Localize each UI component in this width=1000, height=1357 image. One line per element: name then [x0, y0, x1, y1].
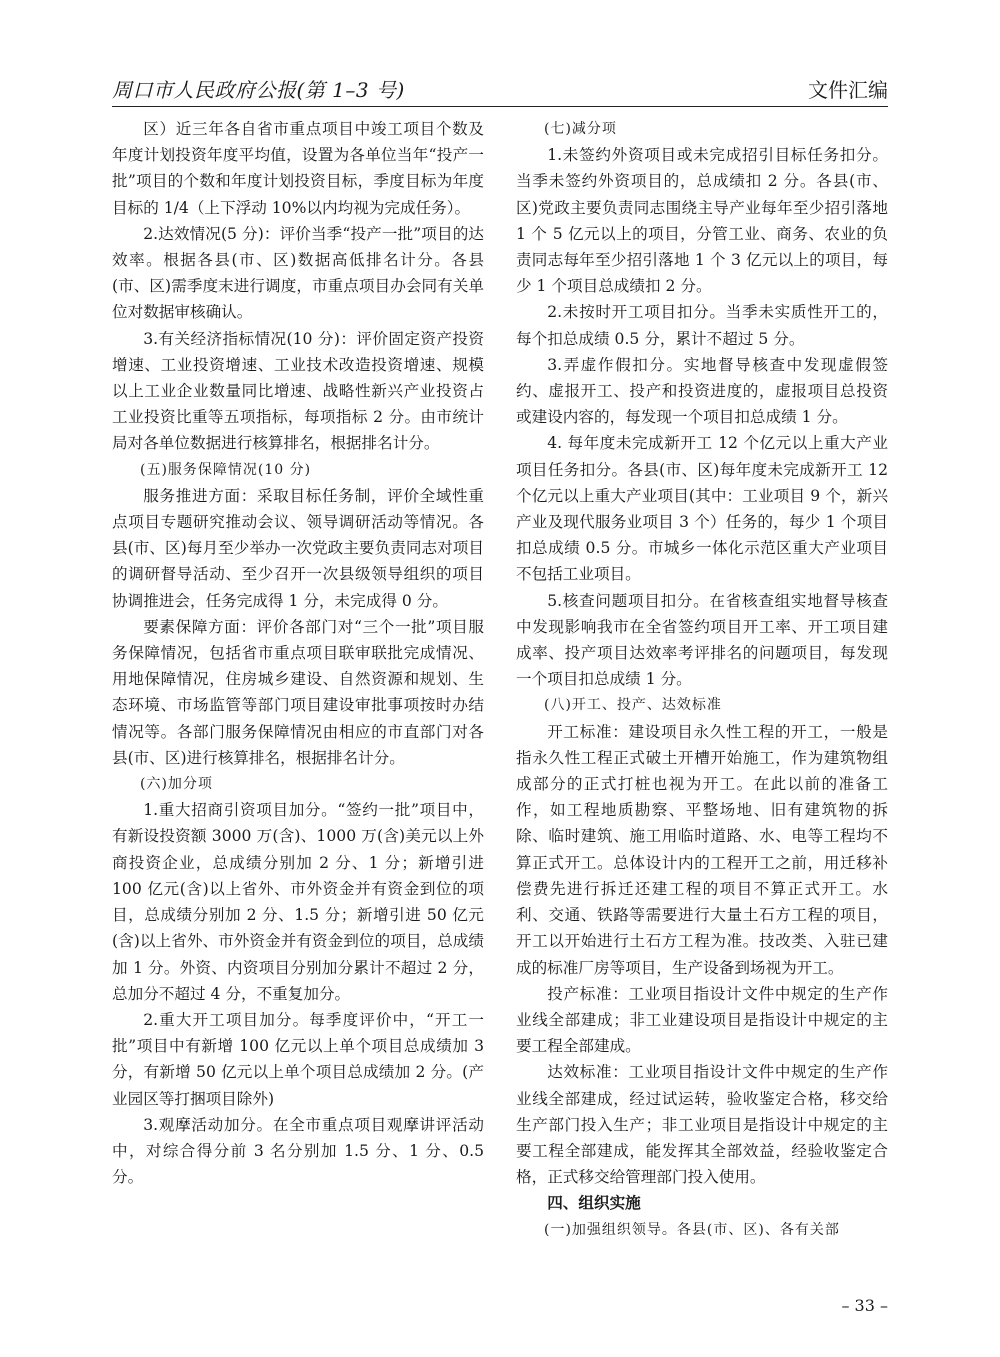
paragraph: 1.重大招商引资项目加分。“签约一批”项目中，有新设投资额 3000 万(含)、1000 万(含)美元以上外商投资企业，总成绩分别加 2 分、1 分；新增引进 100 亿元(含)以上省外、市外资金并有资金到位的项目，总成绩分别加 2 分、1.5 分；新增引进 50 亿元(含)以上省外、市外资金并有资金到位的项目，总成绩加 1 分。外资、内资项目分别加分累计不超过 2 分，总加分不超过 4 分，不重复加分。 — [112, 801, 484, 1003]
paragraph: 3.有关经济指标情况(10 分)：评价固定资产投资增速、工业投资增速、工业技术改造投资增速、规模以上工业企业数量同比增速、战略性新兴产业投资占工业投资比重等五项指标，每项指标 2 分。由市统计局对各单位数据进行核算排名，根据排名计分。 — [112, 329, 484, 453]
subheading: (一)加强组织领导。各县(市、区)、各有关部 — [544, 1221, 840, 1238]
subheading: (五)服务保障情况(10 分) — [140, 461, 312, 478]
subheading: (八)开工、投产、达效标准 — [544, 697, 722, 714]
paragraph: 2.重大开工项目加分。每季度评价中，“开工一批”项目中有新增 100 亿元以上单个项目总成绩加 3 分，有新增 50 亿元以上单个项目总成绩加 2 分。(产业园区等打捆项目除外) — [112, 1010, 484, 1108]
section-title: 文件汇编 — [808, 78, 888, 102]
paragraph: 3.弄虚作假扣分。实地督导核查中发现虚假签约、虚报开工、投产和投资进度的，虚报项目总投资或建设内容的，每发现一个项目扣总成绩 1 分。 — [516, 355, 888, 427]
section-heading: 四、组织实施 — [547, 1193, 641, 1213]
page-number: – 33 – — [841, 1296, 888, 1315]
paragraph: 2.达效情况(5 分)：评价当季“投产一批”项目的达效率。根据各县(市、区)数据高低排名计分。各县(市、区)需季度末进行调度，市重点项目办会同有关单位对数据审核确认。 — [112, 224, 484, 322]
paragraph: 5.核查问题项目扣分。在省核查组实地督导核查中发现影响我市在全省签约项目开工率、开工项目建成率、投产项目达效率考评排名的问题项目，每发现一个项目扣总成绩 1 分。 — [516, 591, 888, 689]
paragraph: 要素保障方面：评价各部门对“三个一批”项目服务保障情况，包括省市重点项目联审联批完成情况、用地保障情况，住房城乡建设、自然资源和规划、生态环境、市场监管等部门项目建设审批事项按时办结情况等。各部门服务保障情况由相应的市直部门对各县(市、区)进行核算排名，根据排名计分。 — [112, 617, 484, 767]
page-header — [112, 72, 888, 107]
paragraph: 投产标准：工业项目指设计文件中规定的生产作业线全部建成；非工业建设项目是指设计中规定的主要工程全部建成。 — [516, 984, 888, 1056]
publication-title: 周口市人民政府公报(第 1–3 号) — [112, 78, 405, 102]
left-column — [112, 116, 484, 1190]
right-column — [516, 116, 888, 1243]
paragraph: 1.未签约外资项目或未完成招引目标任务扣分。当季未签约外资项目的，总成绩扣 2 分。各县(市、区)党政主要负责同志围绕主导产业每年至少招引落地 1 个 5 亿元以上的项目，分管工业、商务、农业的负责同志每年至少招引落地 1 个 3 亿元以上的项目，每少 1 个项目总成绩扣 2 分。 — [516, 146, 888, 296]
paragraph: 2.未按时开工项目扣分。当季未实质性开工的，每个扣总成绩 0.5 分，累计不超过 5 分。 — [516, 303, 888, 348]
subheading: (七)减分项 — [544, 121, 617, 137]
subheading: (六)加分项 — [140, 776, 213, 793]
paragraph: 服务推进方面：采取目标任务制，评价全域性重点项目专题研究推动会议、领导调研活动等情况。各县(市、区)每月至少举办一次党政主要负责同志对项目的调研督导活动、至少召开一次县级领导组织的项目协调推进会，任务完成得 1 分，未完成得 0 分。 — [112, 486, 484, 610]
paragraph: 达效标准：工业项目指设计文件中规定的生产作业线全部建成，经过试运转，验收鉴定合格，移交给生产部门投入生产；非工业项目是指设计中规定的主要工程全部建成，能发挥其全部效益，经验收鉴定合格，正式移交给管理部门投入使用。 — [516, 1063, 888, 1187]
paragraph: 区）近三年各自省市重点项目中竣工项目个数及年度计划投资年度平均值，设置为各单位当年“投产一批”项目的个数和年度计划投资目标，季度目标为年度目标的 1/4（上下浮动 10%以内均视为完成任务）。 — [112, 120, 484, 217]
paragraph: 3.观摩活动加分。在全市重点项目观摩讲评活动中，对综合得分前 3 名分别加 1.5 分、1 分、0.5 分。 — [112, 1115, 484, 1187]
paragraph: 开工标准：建设项目永久性工程的开工，一般是指永久性工程正式破土开槽开始施工，作为建筑物组成部分的正式打桩也视为开工。在此以前的准备工作，如工程地质勘察、平整场地、旧有建筑物的拆除、临时建筑、施工用临时道路、水、电等工程均不算正式开工。总体设计内的工程开工之前，用迁移补偿费先进行拆迁还建工程的项目不算正式开工。水利、交通、铁路等需要进行大量土石方工程的项目，开工以开始进行土石方工程为准。技改类、入驻已建成的标准厂房等项目，生产设备到场视为开工。 — [516, 722, 888, 977]
paragraph: 4. 每年度未完成新开工 12 个亿元以上重大产业项目任务扣分。各县(市、区)每年度未完成新开工 12 个亿元以上重大产业项目(其中：工业项目 9 个，新兴产业及现代服务业项目 3 个）任务的，每少 1 个项目扣总成绩 0.5 分。市城乡一体化示范区重大产业项目不包括工业项目。 — [516, 434, 888, 584]
